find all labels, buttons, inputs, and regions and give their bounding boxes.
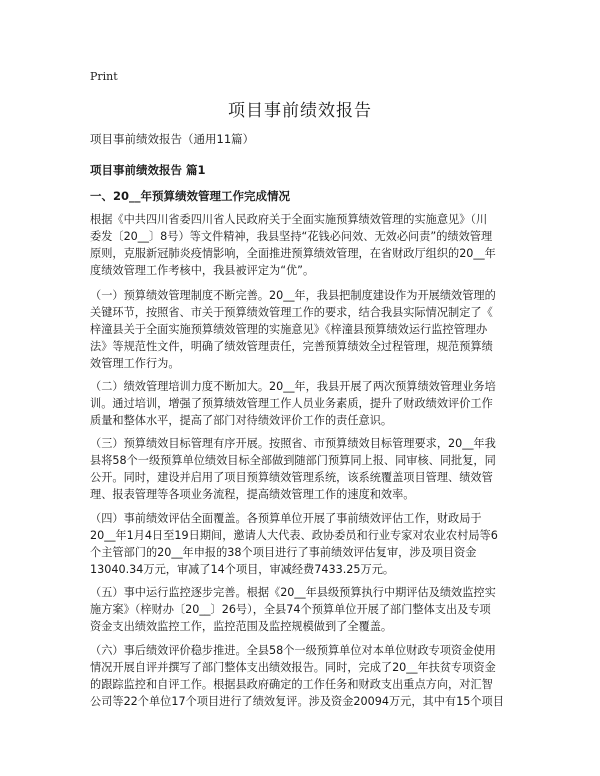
- paragraph-line: 施方案》（梓财办〔20__〕26号），全县74个预算单位开展了部门整体支出及专项: [90, 603, 491, 616]
- print-label[interactable]: Print: [90, 70, 118, 83]
- paragraph-line: （六）事后绩效评价稳步推进。全县58个一级预算单位对本单位财政专项资金使用: [90, 644, 496, 657]
- paragraph-line: 效管理工作行为。: [90, 357, 180, 370]
- paragraph-line: （三）预算绩效目标管理有序开展。按照省、市预算绩效目标管理要求，20__年我: [90, 437, 496, 450]
- paragraph: [90, 211, 516, 279]
- paragraph-line: 关键环节，按照省、市关于预算绩效管理工作的要求，结合我县实际情况制定了《: [90, 306, 493, 319]
- paragraph-line: 的跟踪监控和自评工作。根据县政府确定的工作任务和财政支出重点方向，对汇智: [90, 678, 493, 691]
- section-heading: 一、20__年预算绩效管理工作完成情况: [90, 189, 291, 203]
- document-subtitle: 项目事前绩效报告（通用11篇）: [90, 132, 255, 146]
- paragraph-line: 度绩效管理工作考核中，我县被评定为“优”。: [90, 264, 315, 277]
- part-heading: 项目事前绩效报告 篇1: [90, 163, 206, 177]
- paragraph-line: 个主管部门的20__年申报的38个项目进行了事前绩效评估复审，涉及项目资金: [90, 546, 477, 559]
- paragraph-line: 原则，克服新冠肺炎疫情影响，全面推进预算绩效管理，在省财政厅组织的20__年: [90, 247, 496, 260]
- document-title: 项目事前绩效报告: [228, 101, 372, 121]
- paragraph-line: 训。通过培训，增强了预算绩效管理工作人员业务素质，提升了财政绩效评价工作: [90, 397, 493, 410]
- paragraph-line: 质量和整体水平，提高了部门对待绩效评价工作的责任意识。: [90, 414, 393, 427]
- paragraph-line: 情况开展自评并撰写了部门整体支出绩效报告。同时，完成了20__年扶贫专项资金: [90, 661, 496, 674]
- paragraph-line: 理、报表管理等各项业务流程，提高绩效管理工作的速度和效率。: [90, 488, 415, 501]
- paragraph-line: （一）预算绩效管理制度不断完善。20__年，我县把制度建设作为开展绩效管理的: [90, 289, 496, 302]
- paragraph: [90, 378, 516, 429]
- paragraph-line: 根据《中共四川省委四川省人民政府关于全面实施预算绩效管理的实施意见》（川: [90, 213, 488, 226]
- paragraph: [90, 584, 516, 635]
- paragraph: [90, 510, 516, 578]
- paragraph-line: 法》等规范性文件，明确了绩效管理责任，完善预算绩效全过程管理，规范预算绩: [90, 340, 493, 353]
- paragraph-line: （二）绩效管理培训力度不断加大。20__年，我县开展了两次预算绩效管理业务培: [90, 380, 496, 393]
- paragraph: [90, 435, 516, 503]
- paragraph-line: （四）事前绩效评估全面覆盖。各预算单位开展了事前绩效评估工作，财政局于: [90, 512, 482, 525]
- paragraph-line: 县将58个一级预算单位绩效目标全部做到随部门预算同上报、同审核、同批复，同: [90, 454, 496, 467]
- paragraph-line: 13040.34万元，审减了14个项目，审减经费7433.25万元。: [90, 563, 395, 576]
- paragraph-line: 公司等22个单位17个项目进行了绩效复评。涉及资金20094万元，其中有15个项目: [90, 695, 504, 708]
- paragraph-line: 委发〔20__〕8号）等文件精神，我县坚持“花钱必问效、无效必问责”的绩效管理: [90, 230, 493, 243]
- paragraph-line: 20__年1月4日至19日期间，邀请人大代表、政协委员和行业专家对农业农村局等6: [90, 529, 498, 542]
- paragraph-line: 公开。同时，建设并启用了项目预算绩效管理系统，该系统覆盖项目管理、绩效管: [90, 471, 493, 484]
- paragraph: [90, 642, 516, 710]
- paragraph-line: （五）事中运行监控逐步完善。根据《20__年县级预算执行中期评估及绩效监控实: [90, 586, 496, 599]
- paragraph-line: 梓潼县关于全面实施预算绩效管理的实施意见》《梓潼县预算绩效运行监控管理办: [90, 323, 488, 336]
- paragraph-line: 资金支出绩效监控工作，监控范围及监控规模做到了全覆盖。: [90, 620, 393, 633]
- paragraph: [90, 287, 516, 372]
